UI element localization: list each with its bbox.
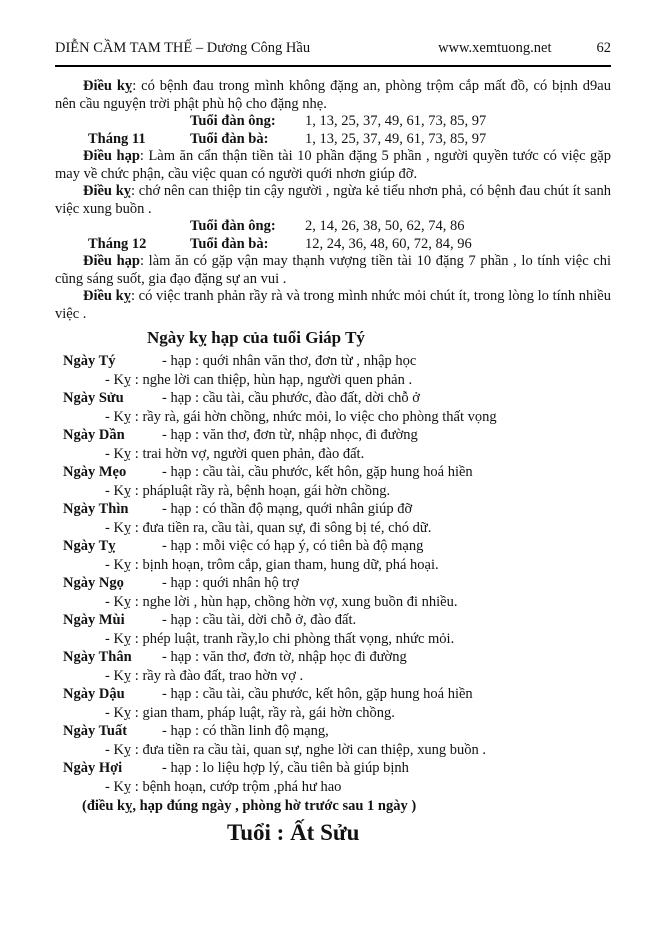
day-ky-row: - Kỵ : phápluật rầy rà, bệnh hoạn, gái hờn chồng. bbox=[105, 482, 391, 499]
day-hap-row bbox=[63, 685, 611, 704]
day-name: Ngày Tý bbox=[63, 353, 116, 369]
day-hap-row bbox=[63, 389, 611, 408]
days-note: (điều kỵ, hạp đúng ngày , phòng hờ trước sau 1 ngày ) bbox=[82, 798, 417, 814]
day-hap-text: - hạp : cầu tài, dời chỗ ở, đào đất. bbox=[162, 612, 357, 628]
day-ky-row: - Kỵ : bịnh hoạn, trôm cắp, gian tham, hung dữ, phá hoại. bbox=[105, 556, 439, 573]
day-name: Ngày Tuất bbox=[63, 723, 128, 739]
month12-ky-text: : có việc tranh phản rầy rà và trong mình nhức mỏi chút ít, trong lòng lo tính nhiều việc . bbox=[55, 288, 611, 322]
day-ky-row: - Kỵ : nghe lời , hùn hạp, chồng hờn vợ, xung buồn đi nhiều. bbox=[105, 593, 458, 610]
day-ky-row: - Kỵ : phép luật, tranh rầy,lo chi phòng thất vọng, nhức mỏi. bbox=[105, 630, 455, 647]
day-hap-text: - hạp : cầu tài, cầu phước, đào đất, dời chỗ ở bbox=[162, 390, 420, 406]
day-hap-text: - hạp : cầu tài, cầu phước, kết hôn, gặp hung hoá hiền bbox=[162, 464, 473, 480]
day-mui bbox=[55, 611, 611, 648]
day-name: Ngày Mẹo bbox=[63, 464, 127, 480]
month12-hap-label: Điều hạp bbox=[83, 253, 141, 269]
day-hap-text: - hạp : có thần linh độ mạng, bbox=[162, 723, 329, 739]
day-ky-row: - Kỵ : rầy rà đào đất, trao hờn vợ . bbox=[105, 667, 304, 684]
day-ty bbox=[55, 352, 611, 389]
month11-men-ages: 1, 13, 25, 37, 49, 61, 73, 85, 97 bbox=[305, 113, 487, 129]
day-hap-row bbox=[63, 722, 611, 741]
month11-men-label: Tuổi đàn ông: bbox=[190, 113, 276, 129]
header-right bbox=[438, 40, 611, 57]
month12-women-label: Tuổi đàn bà: bbox=[190, 235, 269, 252]
day-hoi bbox=[55, 759, 611, 796]
book-title: DIỄN CẦM TAM THẾ – Dương Công Hầu bbox=[55, 40, 311, 56]
day-hap-text: - hạp : quới nhân hộ trợ bbox=[162, 575, 299, 591]
page-number: 62 bbox=[596, 40, 611, 56]
day-hap-text: - hạp : cầu tài, cầu phước, kết hôn, gặp hung hoá hiền bbox=[162, 686, 473, 702]
month11-hap-label: Điều hạp bbox=[83, 148, 140, 164]
day-hap-row bbox=[63, 759, 611, 778]
day-name: Ngày Tỵ bbox=[63, 538, 116, 554]
month11-ky-label: Điều kỵ bbox=[83, 183, 132, 199]
day-hap-row bbox=[63, 500, 611, 519]
day-name: Ngày Dần bbox=[63, 427, 125, 443]
paragraph-month11-hap bbox=[55, 148, 611, 183]
month11-ky-text: : chớ nên can thiệp tin cậy người , ngừa kẻ tiểu nhơn phả, có bệnh đau chút ít sanh việc xung buồn . bbox=[55, 183, 611, 217]
days-section-heading: Ngày kỵ hạp của tuổi Giáp Tý bbox=[147, 328, 365, 347]
day-ky-row: - Kỵ : bệnh hoạn, cướp trộm ,phá hư hao bbox=[105, 778, 342, 795]
day-hap-row bbox=[63, 352, 611, 371]
month12-men-row bbox=[55, 218, 611, 236]
paragraph-month12-ky bbox=[55, 288, 611, 323]
day-suu bbox=[55, 389, 611, 426]
day-ky-row: - Kỵ : trai hờn vợ, người quen phản, đào đất. bbox=[105, 445, 365, 462]
month12-women-row bbox=[55, 236, 611, 254]
day-hap-row bbox=[63, 611, 611, 630]
day-hap-text: - hạp : văn thơ, đơn từ, nhập nhọc, đi đường bbox=[162, 427, 418, 443]
day-hap-row bbox=[63, 426, 611, 445]
paragraph-month11-ky bbox=[55, 183, 611, 218]
day-hap-text: - hạp : văn thơ, đơn tờ, nhập học đi đường bbox=[162, 649, 407, 665]
day-name: Ngày Dậu bbox=[63, 686, 125, 702]
day-hap-row bbox=[63, 537, 611, 556]
month11-women-ages: 1, 13, 25, 37, 49, 61, 73, 85, 97 bbox=[305, 130, 487, 147]
day-hap-text: - hạp : có thần độ mạng, quới nhân giúp đỡ bbox=[162, 501, 413, 517]
day-hap-text: - hạp : mỗi việc có hạp ý, có tiên bà độ mạng bbox=[162, 538, 424, 554]
day-ky-row: - Kỵ : rầy rà, gái hờn chồng, nhức mỏi, lo việc cho phòng thất vọng bbox=[105, 408, 497, 425]
page-body bbox=[55, 78, 611, 847]
day-ky-row: - Kỵ : gian tham, pháp luật, rầy rà, gái hờn chồng. bbox=[105, 704, 395, 721]
day-hap-row bbox=[63, 463, 611, 482]
paragraph-intro-ky bbox=[55, 78, 611, 113]
month11-hap-text: : Làm ăn cẩn thận tiền tài 10 phần đặng 5 phần , người quyền tước có việc gặp may về chức phận, cầu việc quan có người quới nhơn giúp đỡ. bbox=[55, 148, 611, 182]
month12-hap-text: : làm ăn có gặp vận may thạnh vượng tiền tài 10 đặng 7 phần , lo tính việc chi cũng sáng suốt, gia đạo đặng sự an vui . bbox=[55, 253, 611, 287]
month11-label: Tháng 11 bbox=[88, 130, 146, 147]
day-dau bbox=[55, 685, 611, 722]
page-header bbox=[55, 40, 611, 67]
day-thin bbox=[55, 500, 611, 537]
day-ky-row: - Kỵ : đưa tiền ra, cầu tài, quan sự, đi sông bị té, chó dữ. bbox=[105, 519, 432, 536]
day-name: Ngày Thìn bbox=[63, 501, 129, 517]
month11-men-row bbox=[55, 113, 611, 131]
intro-ky-label: Điều kỵ bbox=[83, 78, 133, 94]
day-hap-row bbox=[63, 648, 611, 667]
day-name: Ngày Hợi bbox=[63, 760, 123, 776]
day-ky-row: - Kỵ : đưa tiền ra cầu tài, quan sự, nghe lời can thiệp, xung buồn . bbox=[105, 741, 486, 758]
intro-ky-text: : có bệnh đau trong mình không đặng an, phòng trộm cắp mất đồ, có bịnh d9au nên cầu nguyện trời phật phù hộ cho đặng nhẹ. bbox=[55, 78, 611, 112]
day-name: Ngày Sửu bbox=[63, 390, 124, 406]
day-hap-text: - hạp : quới nhân văn thơ, đơn từ , nhập học bbox=[162, 353, 417, 369]
month11-women-row bbox=[55, 131, 611, 149]
day-name: Ngày Ngọ bbox=[63, 575, 124, 591]
day-dan bbox=[55, 426, 611, 463]
paragraph-month12-hap bbox=[55, 253, 611, 288]
day-tyy bbox=[55, 537, 611, 574]
website-url: www.xemtuong.net bbox=[438, 40, 552, 56]
month12-label: Tháng 12 bbox=[88, 235, 147, 252]
day-ngo bbox=[55, 574, 611, 611]
next-age-title: Tuổi : Ất Sửu bbox=[227, 820, 360, 845]
day-tuat bbox=[55, 722, 611, 759]
month12-men-label: Tuổi đàn ông: bbox=[190, 218, 276, 234]
day-name: Ngày Thân bbox=[63, 649, 132, 665]
day-hap-text: - hạp : lo liệu hợp lý, cầu tiên bà giúp bịnh bbox=[162, 760, 409, 776]
day-hap-row bbox=[63, 574, 611, 593]
month12-women-ages: 12, 24, 36, 48, 60, 72, 84, 96 bbox=[305, 235, 472, 252]
month12-men-ages: 2, 14, 26, 38, 50, 62, 74, 86 bbox=[305, 218, 465, 234]
day-meo bbox=[55, 463, 611, 500]
day-than bbox=[55, 648, 611, 685]
day-name: Ngày Mùi bbox=[63, 612, 125, 628]
month11-women-label: Tuổi đàn bà: bbox=[190, 130, 269, 147]
month12-ky-label: Điều kỵ bbox=[83, 288, 131, 304]
day-ky-row: - Kỵ : nghe lời can thiệp, hùn hạp, người quen phản . bbox=[105, 371, 413, 388]
